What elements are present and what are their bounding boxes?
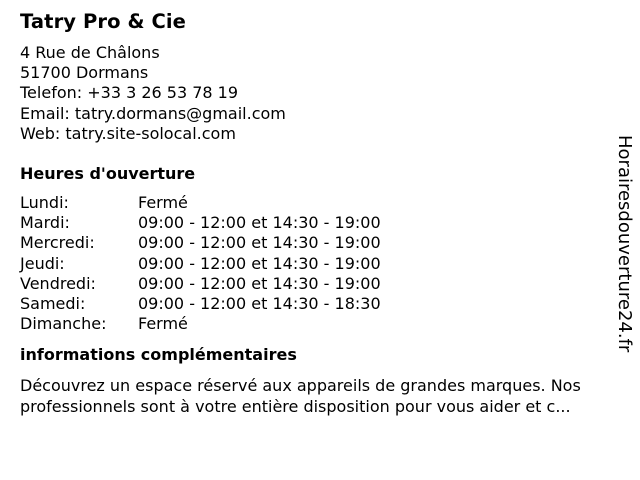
hours-title: Heures d'ouverture [20, 164, 196, 184]
info-title: informations complémentaires [20, 345, 297, 365]
info-description [20, 376, 626, 417]
email-line: Email: tatry.dormans@gmail.com [20, 103, 286, 123]
day-label: Mercredi: [20, 233, 95, 253]
address-street: 4 Rue de Châlons [20, 43, 160, 62]
time-value: Fermé [138, 314, 188, 334]
hours-row-mardi [20, 213, 626, 233]
day-label: Mardi: [20, 213, 70, 233]
time-value: 09:00 - 12:00 et 14:30 - 19:00 [138, 273, 381, 293]
time-value: 09:00 - 12:00 et 14:30 - 19:00 [138, 233, 381, 253]
hours-row-mercredi [20, 233, 626, 253]
day-label: Dimanche: [20, 314, 107, 334]
business-name: Tatry Pro & Cie [20, 10, 186, 33]
brand-watermark: Horairesdouverture24.fr [614, 135, 635, 353]
time-value: 09:00 - 12:00 et 14:30 - 18:30 [138, 294, 381, 314]
hours-row-jeudi [20, 254, 626, 274]
hours-row-lundi [20, 193, 626, 213]
info-line-1: Découvrez un espace réservé aux appareils de grandes marques. Nos [20, 376, 581, 396]
address-city: 51700 Dormans [20, 63, 149, 83]
phone-line: Telefon: +33 3 26 53 78 19 [20, 83, 239, 103]
hours-row-vendredi [20, 274, 626, 294]
time-value: 09:00 - 12:00 et 14:30 - 19:00 [138, 253, 381, 273]
day-label: Vendredi: [20, 273, 96, 293]
contact-block [20, 43, 626, 144]
day-label: Jeudi: [20, 253, 65, 273]
time-value: 09:00 - 12:00 et 14:30 - 19:00 [138, 213, 381, 233]
time-value: Fermé [138, 193, 188, 213]
day-label: Samedi: [20, 294, 86, 314]
business-card [20, 9, 626, 417]
web-line: Web: tatry.site-solocal.com [20, 123, 236, 143]
hours-table [20, 193, 626, 334]
hours-row-dimanche [20, 314, 626, 334]
day-label: Lundi: [20, 193, 69, 213]
hours-row-samedi [20, 294, 626, 314]
info-line-2: professionnels sont à votre entière disposition pour vous aider et c... [20, 396, 571, 416]
